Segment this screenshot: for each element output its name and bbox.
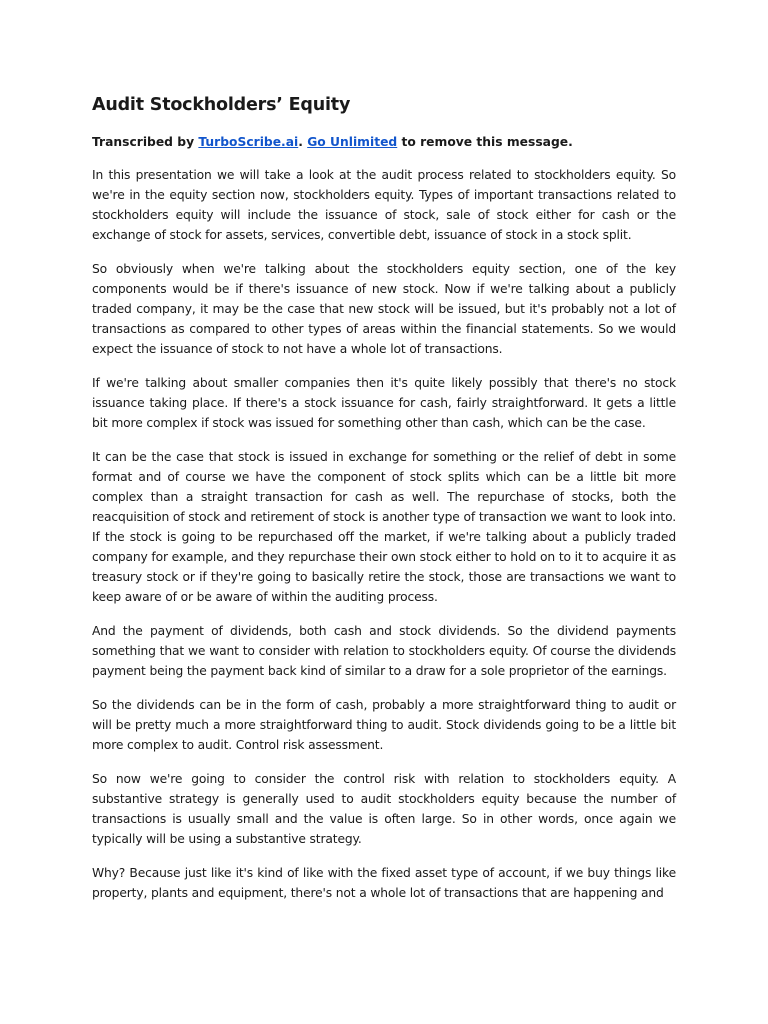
- paragraph: And the payment of dividends, both cash and stock dividends. So the dividend payments something that we want to consider with relation to stockholders equity. Of course the dividends payment being the payment back kind of similar to a draw for a sole proprietor of the earnings.: [92, 624, 676, 678]
- paragraph: In this presentation we will take a look at the audit process related to stockholders equity. So we're in the equity section now, stockholders equity. Types of important transactions related to stockholders equity will include the issuance of stock, sale of stock either for cash or the exchange of stock for assets, services, convertible debt, issuance of stock in a stock split.: [92, 168, 676, 242]
- banner-prefix: Transcribed by: [92, 135, 199, 149]
- paragraph: If we're talking about smaller companies then it's quite likely possibly that there's no stock issuance taking place. If there's a stock issuance for cash, fairly straightforward. It gets a little bit more complex if stock was issued for something other than cash, which can be the case.: [92, 376, 676, 430]
- paragraph: So obviously when we're talking about the stockholders equity section, one of the key components would be if there's issuance of new stock. Now if we're talking about a publicly traded company, it may be the case that new stock will be issued, but it's probably not a lot of transactions as compared to other types of areas within the financial statements. So we would expect the issuance of stock to not have a whole lot of transactions.: [92, 262, 676, 356]
- document-title: Audit Stockholders’ Equity: [92, 95, 351, 115]
- paragraph: So now we're going to consider the control risk with relation to stockholders equity. A substantive strategy is generally used to audit stockholders equity because the number of transactions is usually small and the value is often large. So in other words, once again we typically will be using a substantive strategy.: [92, 772, 676, 846]
- turboscribe-link[interactable]: TurboScribe.ai: [198, 135, 299, 149]
- document-page: [92, 92, 676, 917]
- banner-suffix: to remove this message.: [397, 135, 573, 149]
- paragraph: So the dividends can be in the form of cash, probably a more straightforward thing to audit or will be pretty much a more straightforward thing to audit. Stock dividends going to be a little bit more complex to audit. Control risk assessment.: [92, 698, 676, 752]
- banner-separator: .: [298, 135, 308, 149]
- transcription-banner: [92, 133, 676, 152]
- paragraph: It can be the case that stock is issued in exchange for something or the relief of debt in some format and of course we have the component of stock splits which can be a little bit more complex than a straight transaction for cash as well. The repurchase of stocks, both the reacquisition of stock and retirement of stock is another type of transaction we want to look into. If the stock is going to be repurchased off the market, if we're talking about a publicly traded company for example, and they repurchase their own stock either to hold on to it to acquire it as treasury stock or if they're going to basically retire the stock, those are transactions we want to keep aware of or be aware of within the auditing process.: [92, 450, 676, 604]
- paragraph: Why? Because just like it's kind of like with the fixed asset type of account, if we buy things like property, plants and equipment, there's not a whole lot of transactions that are happening and: [92, 866, 676, 900]
- go-unlimited-link[interactable]: Go Unlimited: [307, 135, 398, 149]
